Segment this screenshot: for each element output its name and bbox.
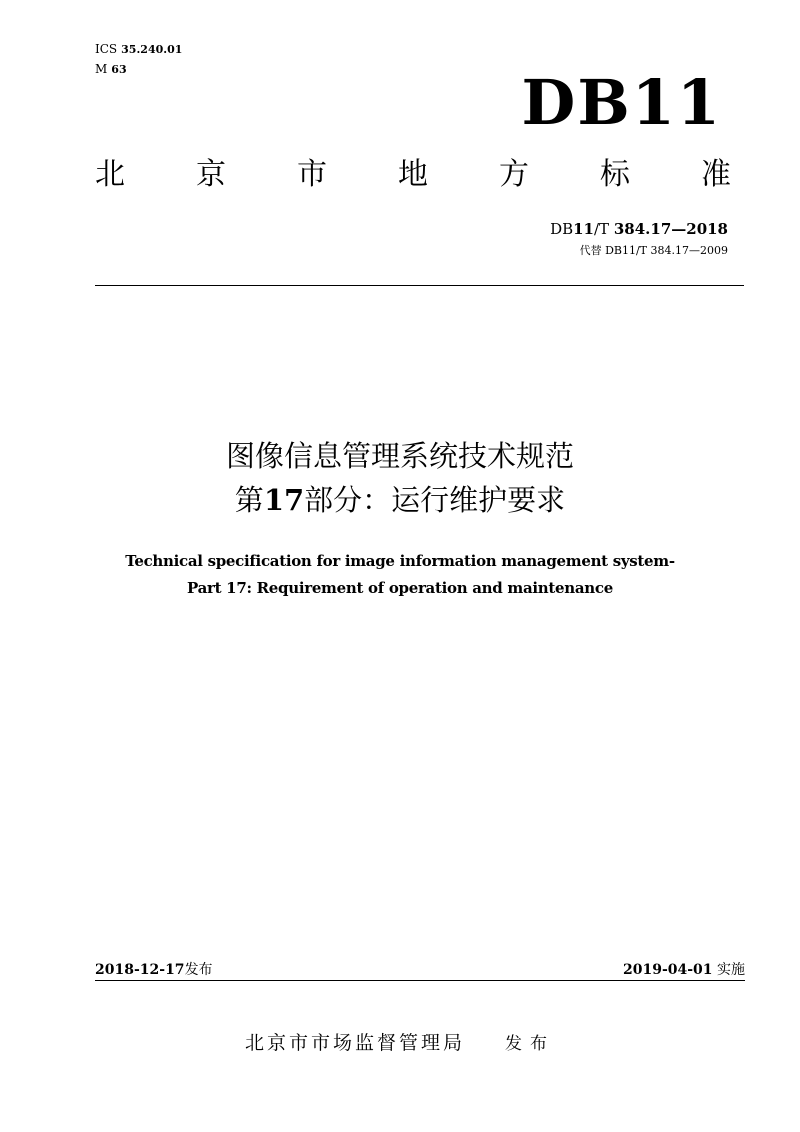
publish-date-block	[95, 960, 213, 980]
standard-type-char: 方	[499, 157, 529, 192]
standard-number-prefix: DB	[550, 220, 574, 238]
publish-date: 2018-12-17	[95, 962, 185, 978]
date-row	[95, 960, 745, 980]
ics-value: 35.240.01	[121, 43, 183, 56]
issuer-name: 北京市市场监督管理局	[244, 1032, 465, 1054]
issuer-line	[0, 1030, 800, 1057]
publish-label: 发布	[184, 962, 213, 978]
cn-title-line2	[0, 480, 800, 520]
header-divider	[95, 285, 744, 286]
standard-type-char: 市	[297, 157, 327, 192]
standard-type-title	[95, 155, 731, 195]
issuer-action: 发布	[505, 1034, 555, 1054]
date-divider	[95, 980, 745, 981]
standard-type-char: 北	[95, 157, 125, 192]
standard-type-char: 京	[196, 157, 226, 192]
en-title-line1: Technical specification for image information management system-	[125, 552, 675, 570]
classification-label: M	[95, 62, 108, 76]
standard-type-char: 标	[600, 157, 630, 192]
en-title-line2: Part 17: Requirement of operation and maintenance	[187, 579, 613, 597]
standard-type-char: 地	[398, 157, 428, 192]
cn-title-part-prefix: 第	[234, 483, 264, 517]
classification-code	[95, 62, 127, 77]
standard-number-region: 11	[573, 220, 594, 238]
classification-value: 63	[111, 63, 127, 76]
standard-number-suffix: /T	[594, 220, 610, 238]
standard-number	[550, 220, 728, 238]
cn-title-part-suffix: 部分：运行维护要求	[304, 483, 566, 517]
ics-code	[95, 42, 182, 57]
ics-label: ICS	[95, 42, 118, 56]
effective-label: 实施	[717, 962, 745, 978]
cn-title-part-number: 17	[263, 483, 305, 517]
standard-type-char: 准	[701, 157, 731, 192]
effective-date-block	[623, 960, 745, 980]
effective-date: 2019-04-01	[622, 962, 713, 978]
replaces-note: 代替 DB11/T 384.17—2009	[579, 244, 728, 257]
standard-logo: DB11	[521, 66, 722, 139]
standard-number-value: 384.17—2018	[613, 220, 728, 238]
cn-title-line1: 图像信息管理系统技术规范	[225, 439, 574, 473]
